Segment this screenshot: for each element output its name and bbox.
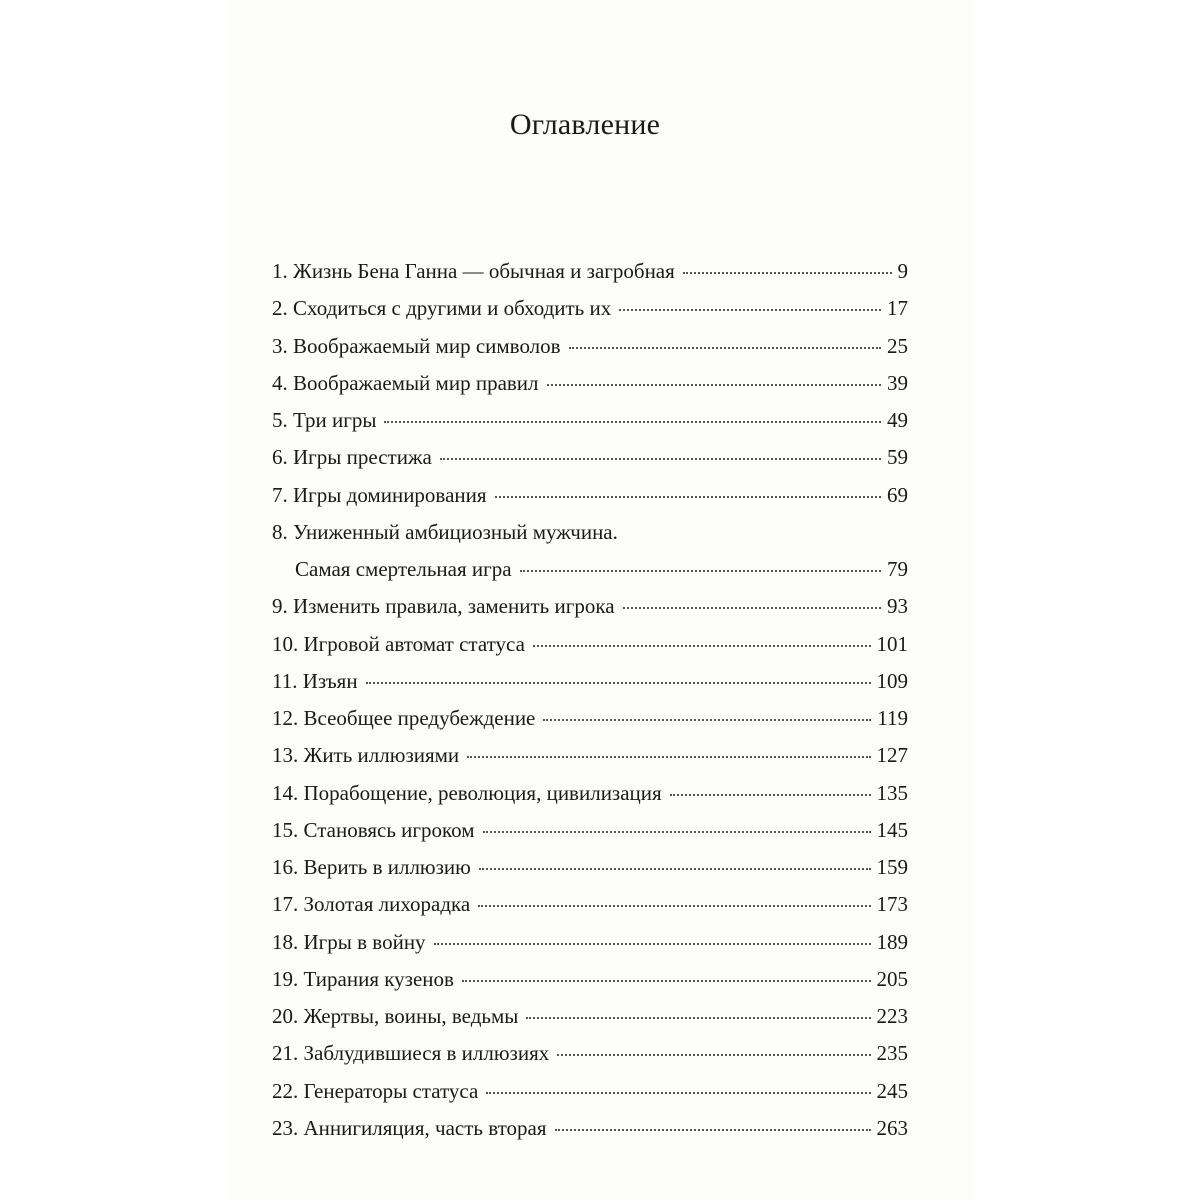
toc-entry-title: 15. Становясь игроком xyxy=(272,817,475,842)
toc-entry-title: 5. Три игры xyxy=(272,408,377,432)
toc-entry-title: 2. Сходиться с другими и обходить их xyxy=(272,296,612,321)
dot-leader xyxy=(384,420,881,423)
toc-entry xyxy=(272,924,908,961)
dot-leader xyxy=(479,867,871,870)
toc-page-number: 9 xyxy=(897,259,908,283)
toc-page-number: 17 xyxy=(887,296,908,321)
toc-entry xyxy=(272,328,908,365)
dot-leader xyxy=(526,1016,870,1019)
toc-page-number: 79 xyxy=(887,557,908,581)
toc-entry-title: 18. Игры в войну xyxy=(272,929,426,954)
toc-page-number: 127 xyxy=(876,743,908,768)
toc-entry xyxy=(272,886,908,923)
toc-entry-title: 19. Тирания кузенов xyxy=(272,966,454,991)
toc-entry-title: 7. Игры доминирования xyxy=(272,482,487,507)
dot-leader xyxy=(467,755,870,758)
toc-page-number: 49 xyxy=(887,408,908,432)
dot-leader xyxy=(557,1053,870,1056)
toc-page-number: 145 xyxy=(876,817,908,842)
toc-entry xyxy=(272,626,908,663)
toc-entry xyxy=(272,439,908,476)
dot-leader xyxy=(619,308,881,311)
toc-entry xyxy=(272,1035,908,1072)
page-title: Оглавление xyxy=(509,108,661,141)
dot-leader xyxy=(462,979,871,982)
toc-entry xyxy=(272,290,908,327)
dot-leader xyxy=(478,904,870,907)
dot-leader xyxy=(533,644,871,647)
dot-leader xyxy=(366,681,871,684)
toc-page-number: 159 xyxy=(876,855,908,879)
toc-entry xyxy=(272,588,908,625)
dot-leader xyxy=(483,830,871,833)
table-of-contents xyxy=(272,253,908,1147)
dot-leader xyxy=(683,271,892,274)
dot-leader xyxy=(623,606,881,609)
toc-entry-title: 11. Изъян xyxy=(272,668,358,693)
toc-entry-title: 13. Жить иллюзиями xyxy=(272,743,460,768)
toc-page-number: 263 xyxy=(876,1115,908,1140)
toc-page-number: 59 xyxy=(887,445,908,470)
toc-entry xyxy=(272,1110,908,1147)
toc-entry-title: 21. Заблудившиеся в иллюзиях xyxy=(272,1041,550,1066)
toc-page-number: 69 xyxy=(887,482,908,507)
toc-entry-title: 3. Воображаемый мир символов xyxy=(272,333,561,358)
dot-leader xyxy=(434,942,871,945)
dot-leader xyxy=(543,718,871,721)
toc-page-number: 101 xyxy=(876,631,908,656)
toc-entry-title: 17. Золотая лихорадка xyxy=(272,892,471,917)
toc-page-number: 223 xyxy=(876,1004,908,1028)
toc-entry-title: 16. Верить в иллюзию xyxy=(272,855,471,879)
toc-page-number: 135 xyxy=(876,780,908,805)
toc-page-number: 235 xyxy=(876,1041,908,1066)
toc-entry-title: Самая смертельная игра xyxy=(295,557,512,581)
toc-entry-title: 22. Генераторы статуса xyxy=(272,1078,479,1103)
toc-entry xyxy=(272,1073,908,1110)
toc-page-number: 189 xyxy=(876,929,908,954)
dot-leader xyxy=(520,569,881,572)
toc-page-number: 205 xyxy=(876,966,908,991)
toc-entry xyxy=(272,514,908,551)
toc-entry-title: 12. Всеобщее предубеждение xyxy=(272,706,536,730)
dot-leader xyxy=(569,346,881,349)
toc-entry xyxy=(272,849,908,886)
toc-entry-title: 20. Жертвы, воины, ведьмы xyxy=(272,1004,519,1028)
toc-entry-title: 1. Жизнь Бена Ганна — обычная и загробная xyxy=(272,259,675,283)
dot-leader xyxy=(495,495,881,498)
toc-page-number: 109 xyxy=(876,668,908,693)
toc-page-number: 25 xyxy=(887,333,908,358)
toc-entry-title: 23. Аннигиляция, часть вторая xyxy=(272,1115,547,1140)
toc-entry-title: 8. Униженный амбициозный мужчина. xyxy=(272,519,618,544)
toc-entry-title: 4. Воображаемый мир правил xyxy=(272,370,539,395)
toc-page-number: 93 xyxy=(887,594,908,619)
toc-entry xyxy=(272,253,908,290)
dot-leader xyxy=(547,383,881,386)
toc-entry xyxy=(272,402,908,439)
toc-entry xyxy=(272,477,908,514)
toc-entry xyxy=(272,700,908,737)
toc-entry-title: 9. Изменить правила, заменить игрока xyxy=(272,594,615,619)
toc-entry xyxy=(272,737,908,774)
toc-page-number: 173 xyxy=(876,892,908,917)
toc-entry xyxy=(272,961,908,998)
dot-leader xyxy=(555,1128,871,1131)
dot-leader xyxy=(486,1091,870,1094)
dot-leader xyxy=(670,793,871,796)
toc-entry xyxy=(272,998,908,1035)
toc-entry-title: 14. Порабощение, революция, цивилизация xyxy=(272,780,662,805)
dot-leader xyxy=(440,457,881,460)
toc-page-number: 39 xyxy=(887,370,908,395)
toc-entry-continuation xyxy=(272,551,908,588)
toc-entry xyxy=(272,663,908,700)
toc-entry xyxy=(272,775,908,812)
toc-entry-title: 10. Игровой автомат статуса xyxy=(272,631,525,656)
toc-entry xyxy=(272,812,908,849)
toc-entry xyxy=(272,365,908,402)
toc-entry-title: 6. Игры престижа xyxy=(272,445,432,470)
toc-page-number: 245 xyxy=(876,1078,908,1103)
toc-page-number: 119 xyxy=(877,706,908,730)
